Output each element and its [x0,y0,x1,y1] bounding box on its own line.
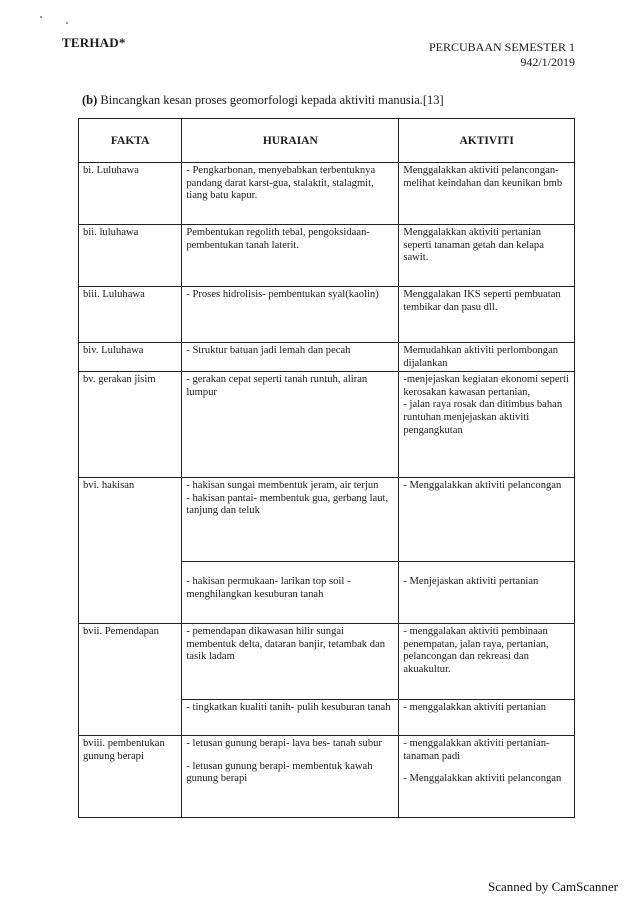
exam-header [405,40,575,70]
table-row [79,372,575,478]
table-row [79,624,575,700]
huraian-line: - letusan gunung berapi- lava bes- tanah subur [186,738,382,750]
table-row [79,163,575,225]
huraian-line: - hakisan sungai membentuk jeram, air terjun [186,480,379,492]
scan-speck [66,22,68,24]
fakta-cell: bii. luluhawa [79,225,182,287]
aktiviti-cell: - Menjejaskan aktiviti pertanian [399,562,575,624]
question-body: Bincangkan kesan proses geomorfologi kepada aktiviti manusia.[13] [100,93,444,107]
aktiviti-cell: - Menggalakkan aktiviti pelancongan [399,478,575,562]
huraian-cell [182,478,399,562]
table-header-row [79,119,575,163]
huraian-cell: - hakisan permukaan- larikan top soil - menghilangkan kesuburan tanah [182,562,399,624]
table-row [79,478,575,562]
huraian-cell: - gerakan cepat seperti tanah runtuh, aliran lumpur [182,372,399,478]
aktiviti-cell [399,372,575,478]
fakta-cell: bvi. hakisan [79,478,182,624]
scanner-watermark: Scanned by CamScanner [488,879,618,894]
aktiviti-cell [399,736,575,818]
table-row [79,225,575,287]
fakta-cell: bv. gerakan jisim [79,372,182,478]
scan-speck [40,16,42,18]
fakta-cell: bviii. pembentukan gunung berapi [79,736,182,818]
table-row [79,736,575,818]
question-text [82,93,444,108]
huraian-line: - hakisan pantai- membentuk gua, gerbang laut, tanjung dan teluk [186,492,389,517]
table-row [79,287,575,343]
aktiviti-line: - jalan raya rosak dan ditimbus bahan runtuhan menjejaskan aktiviti pengangkutan [403,399,563,436]
huraian-cell: - tingkatkan kualiti tanih- pulih kesuburan tanah [182,700,399,736]
header-fakta: FAKTA [79,119,182,163]
aktiviti-cell: Memudahkan aktiviti perlombongan dijalankan [399,343,575,372]
exam-code: 942/1/2019 [520,55,575,69]
aktiviti-cell: Menggalakkan aktiviti pertanian seperti tanaman getah dan kelapa sawit. [399,225,575,287]
restricted-label: TERHAD* [62,35,126,50]
huraian-cell: - pemendapan dikawasan hilir sungai membentuk delta, dataran banjir, tetambak dan tasik ladam [182,624,399,700]
aktiviti-cell: Menggalakan IKS seperti pembuatan tembikar dan pasu dll. [399,287,575,343]
huraian-line: - letusan gunung berapi- membentuk kawah gunung berapi [186,760,373,785]
header-huraian: HURAIAN [182,119,399,163]
answer-table [78,118,575,818]
aktiviti-line: - menggalakkan aktiviti pertanian- tanaman padi [403,738,550,762]
huraian-cell: - Proses hidrolisis- pembentukan syal(kaolin) [182,287,399,343]
header-aktiviti: AKTIVITI [399,119,575,163]
aktiviti-cell: - menggalakkan aktiviti pertanian [399,700,575,736]
aktiviti-cell: - menggalakan aktiviti pembinaan penempatan, jalan raya, pertanian, pelancongan dan rekreasi dan akuakultur. [399,624,575,700]
fakta-cell: biv. Luluhawa [79,343,182,372]
fakta-cell: bi. Luluhawa [79,163,182,225]
aktiviti-line: - Menggalakkan aktiviti pelancongan [403,773,562,785]
fakta-cell: bvii. Pemendapan [79,624,182,736]
question-label: (b) [82,93,98,107]
huraian-cell: Pembentukan regolith tebal, pengoksidaan- pembentukan tanah laterit. [182,225,399,287]
exam-title: PERCUBAAN SEMESTER 1 [428,40,575,54]
fakta-cell: biii. Luluhawa [79,287,182,343]
aktiviti-line: -menjejaskan kegiatan ekonomi seperti kerosakan kawasan pertanian, [403,374,569,398]
huraian-cell [182,736,399,818]
huraian-cell: - Pengkarbonan, menyebabkan terbentuknya pandang darat karst-gua, stalaktit, stalagmit, tiang batu kapur. [182,163,399,225]
huraian-cell: - Struktur batuan jadi lemah dan pecah [182,343,399,372]
aktiviti-cell: Menggalakkan aktiviti pelancongan- melihat keindahan dan keunikan bmb [399,163,575,225]
table-row [79,343,575,372]
